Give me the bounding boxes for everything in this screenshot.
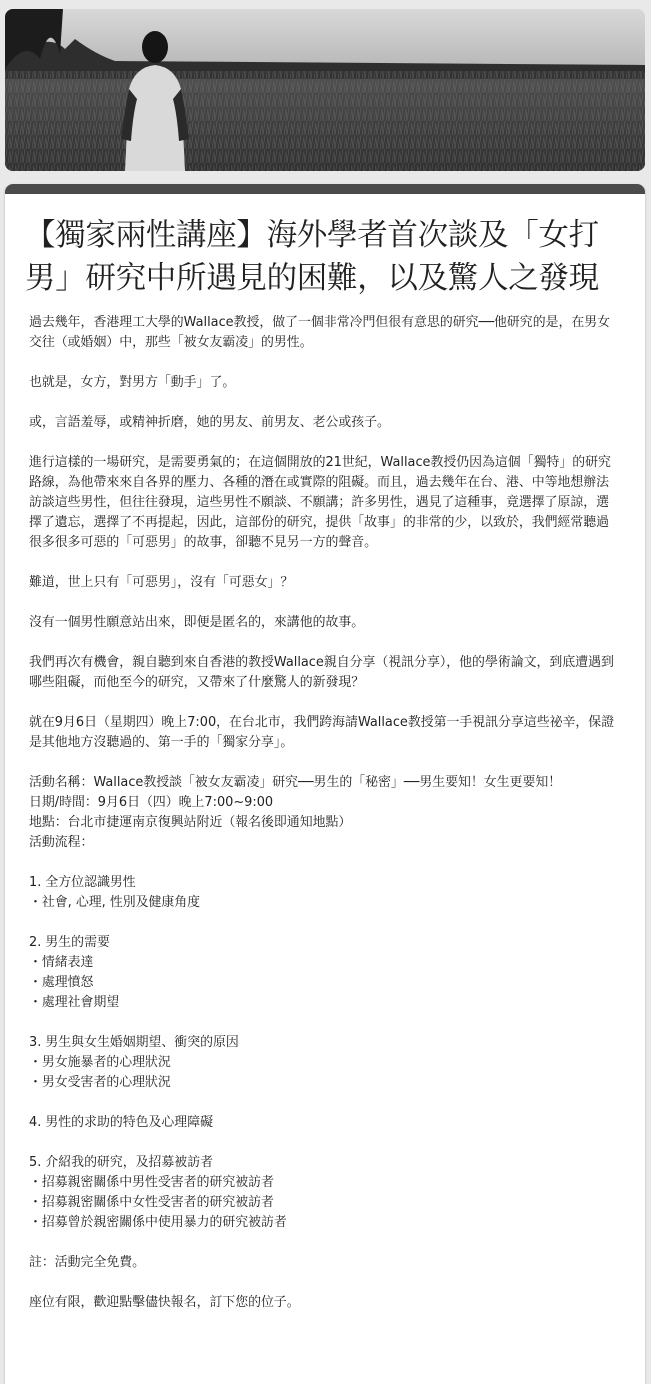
paragraph: 過去幾年，香港理工大學的Wallace教授，做了一個非常冷門但很有意思的研究──他研究的是，在男女交往（或婚姻）中，那些「被女友霸凌」的男性。 [29,315,611,350]
agenda-heading: 2. 男生的需要 [29,935,110,950]
agenda-section [29,933,621,1013]
paragraph: 沒有一個男性願意站出來，即便是匿名的，來講他的故事。 [29,615,365,630]
agenda-item: ・男女施暴者的心理狀況 [29,1055,171,1070]
form-description [29,313,621,1313]
event-datetime: 日期/時間：9月6日（四）晚上7:00~9:00 [29,795,274,810]
agenda-section [29,1033,621,1093]
agenda-section [29,1113,621,1133]
agenda-heading: 1. 全方位認識男性 [29,875,136,890]
header-image [5,9,645,171]
closing-text: 座位有限，歡迎點擊儘快報名，訂下您的位子。 [29,1295,300,1310]
paragraph: 我們再次有機會，親自聽到來自香港的教授Wallace親自分享（視訊分享），他的學術論文，到底遭遇到哪些阻礙，而他至今的研究，又帶來了什麼驚人的新發現？ [29,655,614,690]
paragraph: 難道，世上只有「可惡男」，沒有「可惡女」？ [29,575,294,590]
agenda-heading: 3. 男生與女生婚姻期望、衝突的原因 [29,1035,239,1050]
agenda-section [29,1153,621,1233]
form-card [5,184,645,1384]
event-name: 活動名稱：Wallace教授談「被女友霸凌」研究──男生的「秘密」──男生要知！女生更要知！ [29,775,562,790]
agenda-item: ・情緒表達 [29,955,94,970]
man-in-grass-field-photo [5,9,645,171]
agenda-item: ・招募曾於親密關係中使用暴力的研究被訪者 [29,1215,287,1230]
event-agenda-label: 活動流程： [29,835,94,850]
agenda-item: ・處理社會期望 [29,995,120,1010]
agenda-item: ・處理憤怒 [29,975,94,990]
paragraph: 就在9月6日（星期四）晚上7:00，在台北市，我們跨海請Wallace教授第一手視訊分享這些祕辛，保證是其他地方沒聽過的、第一手的「獨家分享」。 [29,715,615,750]
paragraph: 也就是，女方，對男方「動手」了。 [29,375,236,390]
event-location: 地點：台北市捷運南京復興站附近（報名後即通知地點） [29,815,352,830]
form-title: 【獨家兩性講座】海外學者首次談及「女打男」研究中所遇見的困難，以及驚人之發現 [25,218,599,296]
agenda-item: ・男女受害者的心理狀況 [29,1075,171,1090]
event-info [29,773,621,853]
agenda-item: ・招募親密關係中女性受害者的研究被訪者 [29,1195,274,1210]
paragraph: 或，言語羞辱，或精神折磨，她的男友、前男友、老公或孩子。 [29,415,390,430]
agenda-heading: 5. 介紹我的研究，及招募被訪者 [29,1155,213,1170]
agenda-heading: 4. 男性的求助的特色及心理障礙 [29,1115,213,1130]
card-accent-bar [5,184,645,194]
free-note: 註：活動完全免費。 [29,1255,146,1270]
agenda-item: ・社會, 心理, 性別及健康角度 [29,895,201,910]
paragraph: 進行這樣的一場研究，是需要勇氣的；在這個開放的21世紀，Wallace教授仍因為這個「獨特」的研究路線，為他帶來來自各界的壓力、各種的潛在或實際的阻礙。而且，過去幾年在台、港、中等地想辦法訪談這些男性，但往往發現，這些男性不願談、不願講；許多男性，遇見了這種事，竟選擇了原諒，選擇了遺忘，選擇了不再提起，因此，這部份的研究，提供「故事」的非常的少，以致於，我們經常聽過很多很多可惡的「可惡男」的故事，卻聽不見另一方的聲音。 [29,455,611,550]
agenda-section [29,873,621,913]
agenda-item: ・招募親密關係中男性受害者的研究被訪者 [29,1175,274,1190]
